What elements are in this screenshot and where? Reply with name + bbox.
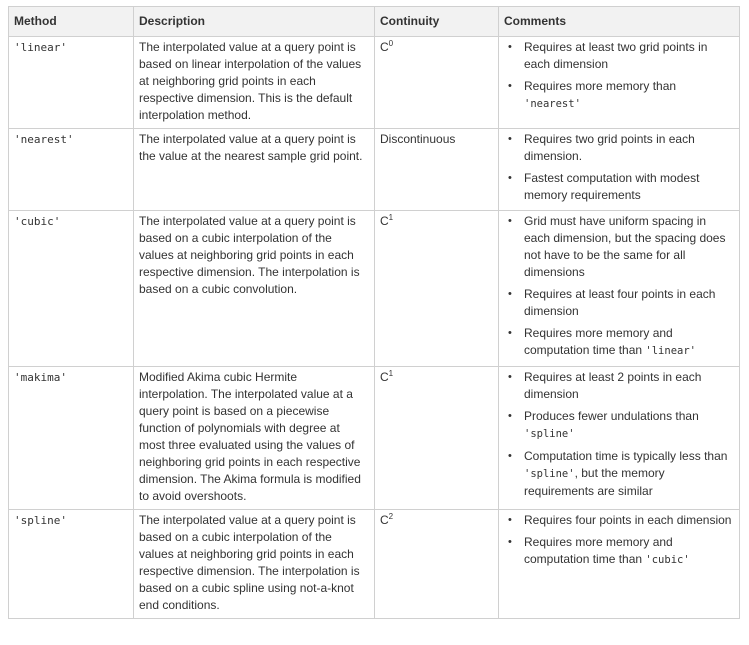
list-item	[504, 534, 734, 569]
bullet-icon: •	[508, 371, 512, 383]
method-name: 'spline'	[9, 510, 134, 619]
bullet-icon: •	[508, 536, 512, 548]
table-row	[9, 129, 740, 211]
continuity-value	[380, 370, 393, 384]
comment-text: Requires at least four points in each dimension	[524, 287, 716, 318]
continuity-class: C	[380, 214, 389, 228]
comment-text: Computation time is typically less than	[524, 449, 728, 463]
comments-cell	[499, 37, 740, 129]
method-description: The interpolated value at a query point is based on a cubic interpolation of the values at neighboring grid points in each respective dimension. The interpolation is based on a cubic convolution.	[134, 211, 375, 367]
list-item	[504, 131, 734, 165]
comments-cell	[499, 211, 740, 367]
continuity-order: 2	[388, 512, 394, 521]
header-continuity: Continuity	[375, 7, 499, 37]
list-item	[504, 448, 734, 500]
method-description: The interpolated value at a query point is the value at the nearest sample grid point.	[134, 129, 375, 211]
continuity-order: 1	[388, 369, 394, 378]
table-row	[9, 367, 740, 510]
comment-text: Requires more memory than	[524, 79, 677, 93]
comments-list	[504, 512, 734, 569]
comment-text: Fastest computation with modest memory requirements	[524, 171, 700, 202]
comment-text: Produces fewer undulations than	[524, 409, 699, 423]
method-description: Modified Akima cubic Hermite interpolation. The interpolated value at a query point is based on a piecewise function of polynomials with degree at most three evaluated using the values of neighboring grid points in each respective dimension. The Akima formula is modified to avoid overshoots.	[134, 367, 375, 510]
continuity-cell	[375, 510, 499, 619]
list-item	[504, 170, 734, 204]
comment-text: Requires more memory and computation time than	[524, 326, 673, 357]
bullet-icon: •	[508, 450, 512, 462]
header-comments: Comments	[499, 7, 740, 37]
continuity-cell	[375, 37, 499, 129]
continuity-cell	[375, 367, 499, 510]
comments-list	[504, 369, 734, 500]
comment-text: Requires at least two grid points in each dimension	[524, 40, 708, 71]
continuity-class: C	[380, 40, 389, 54]
bullet-icon: •	[508, 133, 512, 145]
bullet-icon: •	[508, 514, 512, 526]
comments-cell	[499, 367, 740, 510]
method-name: 'cubic'	[9, 211, 134, 367]
bullet-icon: •	[508, 288, 512, 300]
bullet-icon: •	[508, 41, 512, 53]
comments-list	[504, 131, 734, 204]
method-name: 'nearest'	[9, 129, 134, 211]
comments-list	[504, 213, 734, 360]
inline-code: 'nearest'	[524, 98, 581, 110]
continuity-order: 1	[388, 213, 394, 222]
continuity-cell	[375, 129, 499, 211]
inline-code: 'cubic'	[645, 554, 690, 566]
table-row	[9, 510, 740, 619]
comments-cell	[499, 129, 740, 211]
continuity-value	[380, 132, 455, 146]
continuity-class: C	[380, 370, 389, 384]
continuity-value	[380, 40, 393, 54]
comment-text: Requires more memory and computation time than	[524, 535, 673, 566]
comment-text: , but the memory requirements are similar	[524, 466, 665, 498]
bullet-icon: •	[508, 172, 512, 184]
table-row	[9, 37, 740, 129]
comment-text: Requires two grid points in each dimension.	[524, 132, 695, 163]
list-item	[504, 369, 734, 403]
bullet-icon: •	[508, 215, 512, 227]
table-body	[9, 37, 740, 619]
method-name: 'makima'	[9, 367, 134, 510]
bullet-icon: •	[508, 410, 512, 422]
bullet-icon: •	[508, 80, 512, 92]
list-item	[504, 512, 734, 529]
continuity-order: 0	[388, 39, 394, 48]
list-item	[504, 39, 734, 73]
comment-text: Requires four points in each dimension	[524, 513, 732, 527]
list-item	[504, 286, 734, 320]
continuity-cell	[375, 211, 499, 367]
interpolation-methods-table	[8, 6, 740, 619]
list-item	[504, 325, 734, 360]
continuity-value	[380, 513, 393, 527]
continuity-class: Discontinuous	[380, 132, 456, 146]
comments-list	[504, 39, 734, 113]
inline-code: 'spline'	[524, 428, 575, 440]
method-description: The interpolated value at a query point is based on a cubic interpolation of the values at neighboring grid points in each respective dimension. The interpolation is based on a cubic spline using not-a-knot end conditions.	[134, 510, 375, 619]
list-item	[504, 213, 734, 281]
inline-code: 'linear'	[645, 345, 696, 357]
method-description: The interpolated value at a query point is based on linear interpolation of the values at neighboring grid points in each respective dimension. This is the default interpolation method.	[134, 37, 375, 129]
inline-code: 'spline'	[524, 468, 575, 480]
header-method: Method	[9, 7, 134, 37]
table-header-row	[9, 7, 740, 37]
comments-cell	[499, 510, 740, 619]
comment-text: Requires at least 2 points in each dimension	[524, 370, 702, 401]
table-row	[9, 211, 740, 367]
continuity-value	[380, 214, 393, 228]
list-item	[504, 78, 734, 113]
method-name: 'linear'	[9, 37, 134, 129]
bullet-icon: •	[508, 327, 512, 339]
comment-text: Grid must have uniform spacing in each dimension, but the spacing does not have to be the same for all dimensions	[524, 214, 726, 279]
continuity-class: C	[380, 513, 389, 527]
header-description: Description	[134, 7, 375, 37]
list-item	[504, 408, 734, 443]
